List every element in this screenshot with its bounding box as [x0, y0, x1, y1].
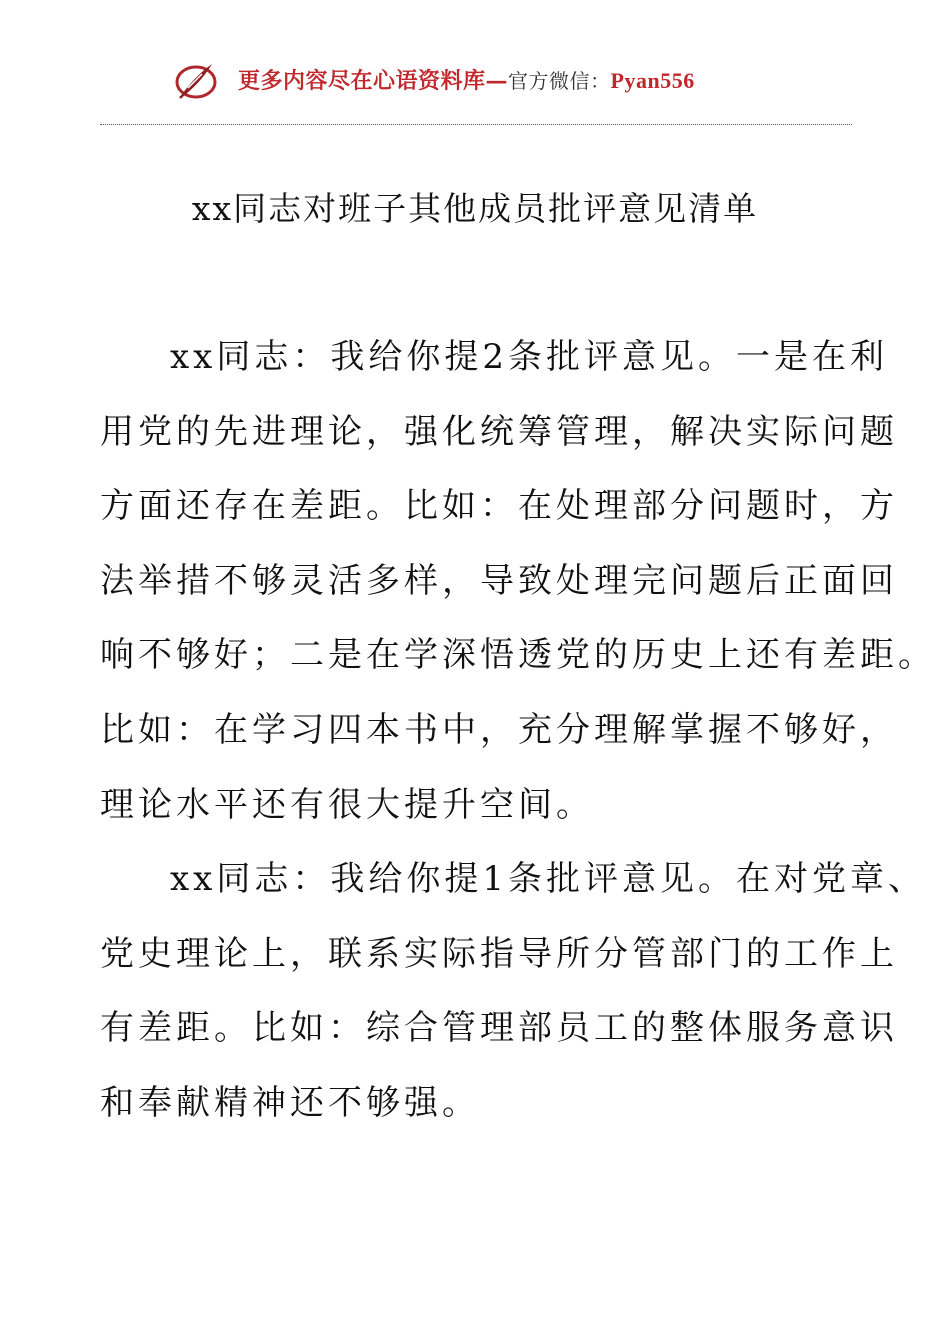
wechat-label: 官方微信：	[508, 69, 611, 93]
paragraph-line: 理论水平还有很大提升空间。	[100, 784, 594, 825]
paragraph-line: 有差距。比如：综合管理部员工的整体服务意识	[100, 1008, 898, 1049]
paragraph-line: 用党的先进理论，强化统筹管理，解决实际问题	[100, 411, 898, 452]
paragraph-line: xx同志：我给你提1条批评意见。在对党章、	[170, 859, 926, 900]
paragraph-2	[100, 842, 926, 917]
wechat-id: Pyan556	[610, 68, 695, 93]
paragraph-1	[100, 320, 888, 395]
paragraph-line: 响不够好；二是在学深悟透党的历史上还有差距。	[100, 635, 936, 676]
page-header	[0, 58, 950, 106]
paragraph-line: 方面还存在差距。比如：在处理部分问题时，方	[100, 486, 898, 527]
brand-text: 更多内容尽在心语资料库	[238, 68, 486, 94]
paragraph-line: 法举措不够灵活多样，导致处理完问题后正面回	[100, 560, 898, 601]
paragraph-line: 和奉献精神还不够强。	[100, 1082, 480, 1123]
header-divider	[100, 124, 852, 125]
quill-pen-logo-icon	[172, 58, 220, 102]
document-title: xx同志对班子其他成员批评意见清单	[191, 189, 759, 228]
header-dash: —	[485, 68, 509, 94]
paragraph-line: 比如：在学习四本书中，充分理解掌握不够好，	[100, 709, 898, 750]
paragraph-line: xx同志：我给你提2条批评意见。一是在利	[170, 337, 888, 377]
paragraph-line: 党史理论上，联系实际指导所分管部门的工作上	[100, 933, 898, 974]
header-banner-text	[238, 64, 695, 95]
document-body	[100, 320, 936, 1141]
